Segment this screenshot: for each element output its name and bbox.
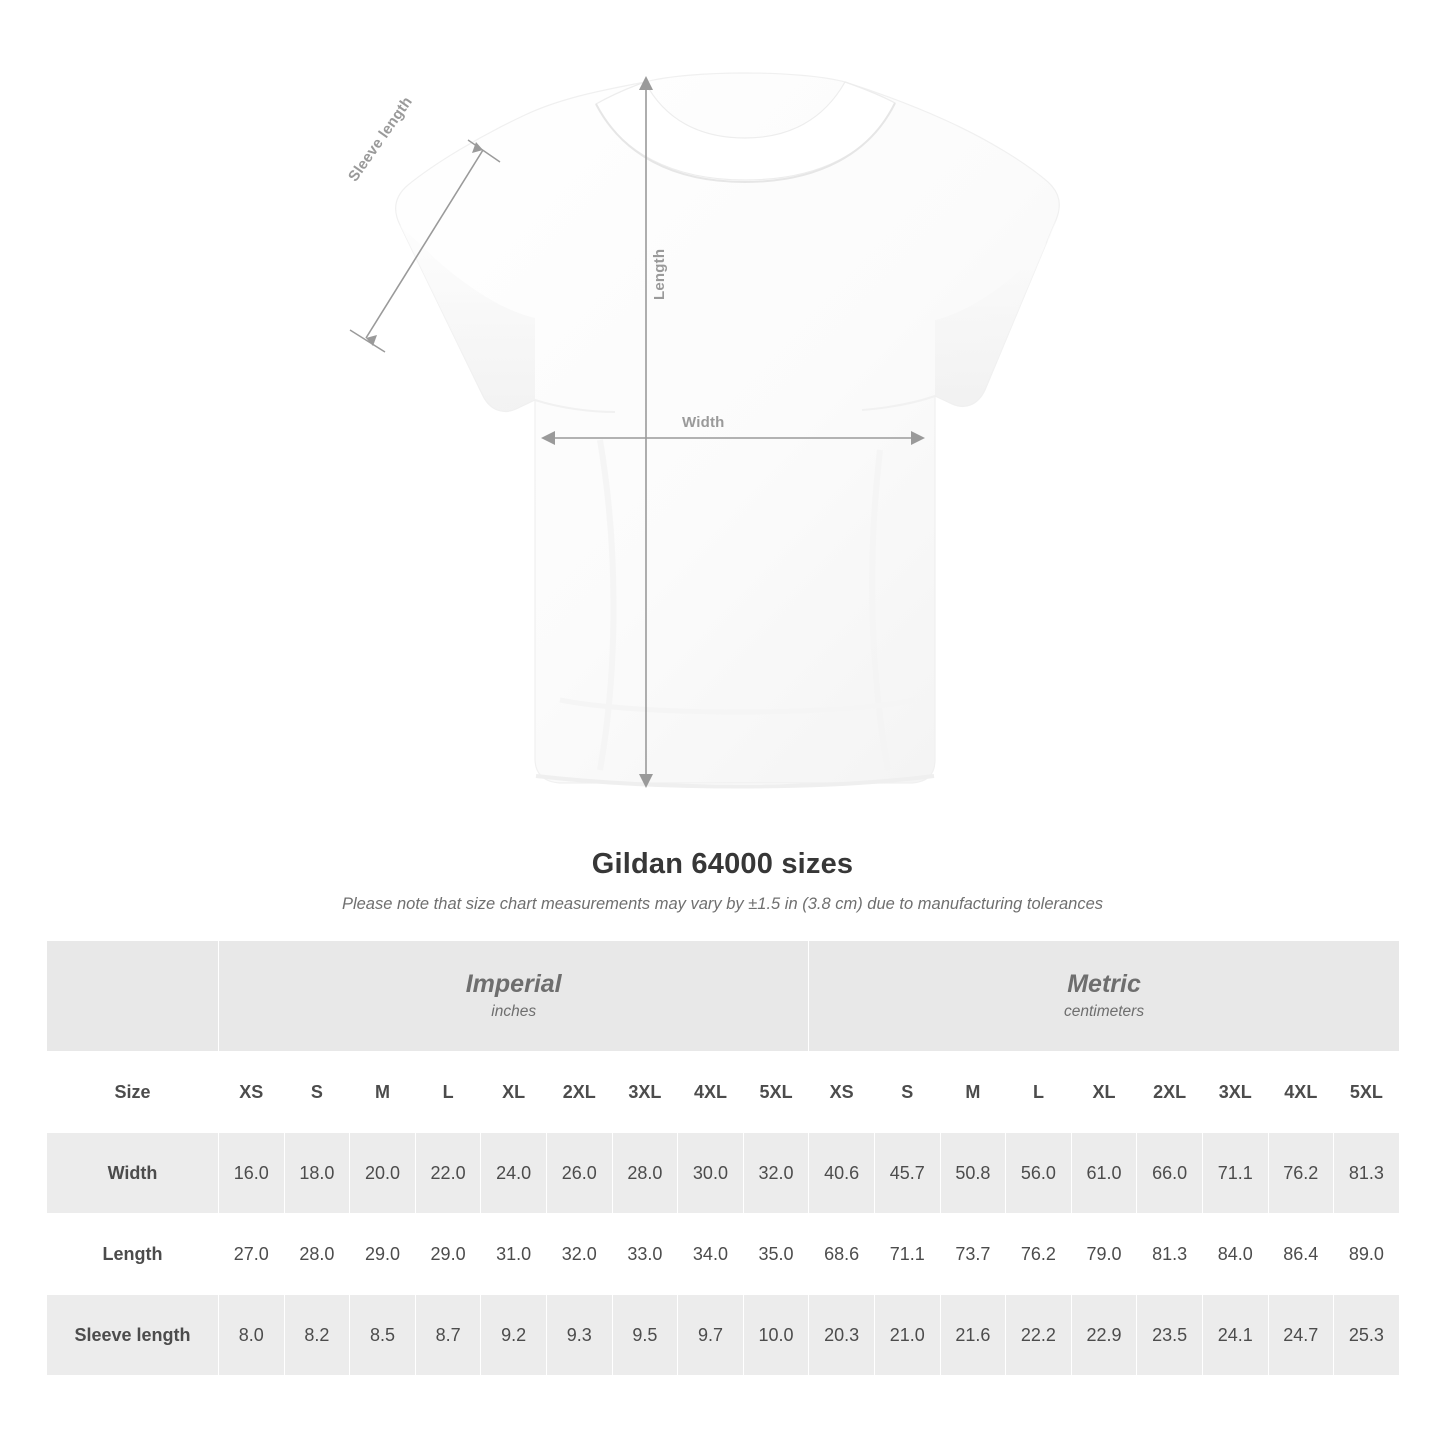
measurement-cell: 8.7 <box>415 1295 481 1376</box>
size-cell: L <box>415 1052 481 1133</box>
measurement-cell: 26.0 <box>546 1133 612 1214</box>
measurement-cell: 21.0 <box>874 1295 940 1376</box>
measurement-cell: 9.7 <box>678 1295 744 1376</box>
measurement-cell: 86.4 <box>1268 1214 1334 1295</box>
size-cell: XS <box>219 1052 285 1133</box>
size-cell: M <box>940 1052 1006 1133</box>
size-cell: 4XL <box>678 1052 744 1133</box>
size-cell: 2XL <box>1137 1052 1203 1133</box>
measurement-cell: 22.2 <box>1006 1295 1072 1376</box>
measurement-cell: 56.0 <box>1006 1133 1072 1214</box>
measurement-cell: 24.7 <box>1268 1295 1334 1376</box>
page-title: Gildan 64000 sizes <box>591 848 854 880</box>
measurement-cell: 16.0 <box>219 1133 285 1214</box>
table-row <box>47 1214 1400 1295</box>
measurement-cell: 66.0 <box>1137 1133 1203 1214</box>
table-row <box>47 1295 1400 1376</box>
measurement-cell: 28.0 <box>284 1214 350 1295</box>
measurement-cell: 20.3 <box>809 1295 875 1376</box>
size-cell: XL <box>481 1052 547 1133</box>
length-label: Length <box>651 248 668 300</box>
measurement-cell: 81.3 <box>1137 1214 1203 1295</box>
row-label-width: Width <box>47 1133 219 1214</box>
row-label-sleeve-length: Sleeve length <box>47 1295 219 1376</box>
measurement-cell: 71.1 <box>1202 1133 1268 1214</box>
measurement-cell: 21.6 <box>940 1295 1006 1376</box>
size-cell: 2XL <box>546 1052 612 1133</box>
size-cell: XL <box>1071 1052 1137 1133</box>
size-cell: L <box>1006 1052 1072 1133</box>
metric-sublabel: centimeters <box>1063 1003 1145 1021</box>
measurement-cell: 24.0 <box>481 1133 547 1214</box>
imperial-sublabel: inches <box>491 1003 537 1021</box>
size-cell: 3XL <box>1202 1052 1268 1133</box>
measurement-cell: 8.2 <box>284 1295 350 1376</box>
measurement-cell: 9.3 <box>546 1295 612 1376</box>
measurement-cell: 18.0 <box>284 1133 350 1214</box>
unit-header-metric <box>809 941 1399 1052</box>
size-cell: 3XL <box>612 1052 678 1133</box>
measurement-cell: 33.0 <box>612 1214 678 1295</box>
measurement-cell: 32.0 <box>546 1214 612 1295</box>
measurement-cell: 45.7 <box>874 1133 940 1214</box>
measurement-cell: 50.8 <box>940 1133 1006 1214</box>
size-table-wrapper <box>46 940 1399 1376</box>
sleeve-length-label: Sleeve length <box>345 93 416 185</box>
size-cell: S <box>874 1052 940 1133</box>
measurement-cell: 61.0 <box>1071 1133 1137 1214</box>
metric-label: Metric <box>1067 969 1141 998</box>
measurement-cell: 34.0 <box>678 1214 744 1295</box>
size-cell: M <box>350 1052 416 1133</box>
measurement-cell: 22.9 <box>1071 1295 1137 1376</box>
size-row-label: Size <box>47 1052 219 1133</box>
measurement-cell: 10.0 <box>743 1295 809 1376</box>
unit-header-empty <box>47 941 219 1052</box>
measurement-note: Please note that size chart measurements may vary by ±1.5 in (3.8 cm) due to manufacturing tolerances <box>341 895 1104 913</box>
measurement-cell: 79.0 <box>1071 1214 1137 1295</box>
measurement-cell: 29.0 <box>415 1214 481 1295</box>
measurement-cell: 8.0 <box>219 1295 285 1376</box>
unit-header-imperial <box>219 941 809 1052</box>
heading-block <box>0 848 1445 914</box>
measurement-cell: 40.6 <box>809 1133 875 1214</box>
size-cell: XS <box>809 1052 875 1133</box>
measurement-cell: 25.3 <box>1334 1295 1400 1376</box>
size-cell: 4XL <box>1268 1052 1334 1133</box>
measurement-cell: 27.0 <box>219 1214 285 1295</box>
measurement-cell: 20.0 <box>350 1133 416 1214</box>
measurement-cell: 23.5 <box>1137 1295 1203 1376</box>
size-cell: 5XL <box>1334 1052 1400 1133</box>
measurement-cell: 76.2 <box>1268 1133 1334 1214</box>
measurement-cell: 24.1 <box>1202 1295 1268 1376</box>
measurement-cell: 76.2 <box>1006 1214 1072 1295</box>
measurement-cell: 73.7 <box>940 1214 1006 1295</box>
measurement-cell: 22.0 <box>415 1133 481 1214</box>
measurement-cell: 29.0 <box>350 1214 416 1295</box>
measurement-cell: 81.3 <box>1334 1133 1400 1214</box>
measurement-cell: 8.5 <box>350 1295 416 1376</box>
measurement-cell: 35.0 <box>743 1214 809 1295</box>
imperial-label: Imperial <box>465 969 562 998</box>
measurement-cell: 31.0 <box>481 1214 547 1295</box>
measurement-cell: 84.0 <box>1202 1214 1268 1295</box>
measurement-cell: 9.2 <box>481 1295 547 1376</box>
measurement-cell: 89.0 <box>1334 1214 1400 1295</box>
measurement-cell: 28.0 <box>612 1133 678 1214</box>
measurement-cell: 71.1 <box>874 1214 940 1295</box>
size-cell: 5XL <box>743 1052 809 1133</box>
size-cell: S <box>284 1052 350 1133</box>
size-row <box>47 1052 1400 1133</box>
size-table <box>46 940 1400 1376</box>
table-row <box>47 1133 1400 1214</box>
row-label-length: Length <box>47 1214 219 1295</box>
measurement-cell: 9.5 <box>612 1295 678 1376</box>
measurement-cell: 30.0 <box>678 1133 744 1214</box>
width-label: Width <box>682 414 725 431</box>
measurement-cell: 32.0 <box>743 1133 809 1214</box>
measurement-cell: 68.6 <box>809 1214 875 1295</box>
unit-header-row <box>47 941 1400 1052</box>
